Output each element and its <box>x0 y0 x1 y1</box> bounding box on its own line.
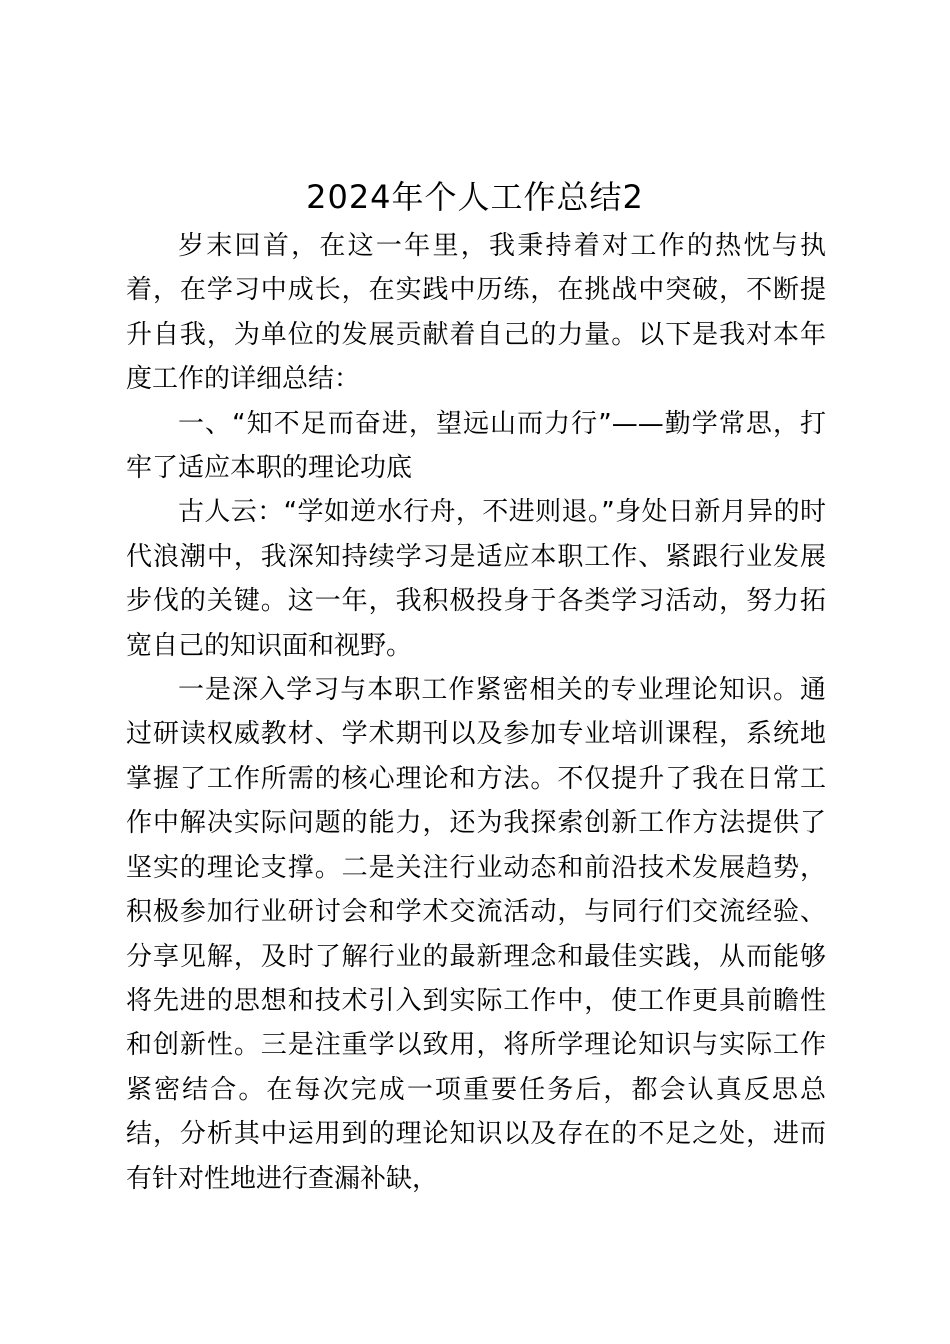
document-body <box>126 224 826 1201</box>
section-heading-1: 一、“知不足而奋进，望远山而力行”——勤学常思，打牢了适应本职的理论功底 <box>126 408 826 484</box>
paragraph-study-details: 一是深入学习与本职工作紧密相关的专业理论知识。通过研读权威教材、学术期刊以及参加专业培训课程，系统地掌握了工作所需的核心理论和方法。不仅提升了我在日常工作中解决实际问题的能力，还为我探索创新工作方法提供了坚实的理论支撑。二是关注行业动态和前沿技术发展趋势，积极参加行业研讨会和学术交流活动，与同行们交流经验、分享见解，及时了解行业的最新理念和最佳实践，从而能够将先进的思想和技术引入到实际工作中，使工作更具前瞻性和创新性。三是注重学以致用，将所学理论知识与实际工作紧密结合。在每次完成一项重要任务后，都会认真反思总结，分析其中运用到的理论知识以及存在的不足之处，进而有针对性地进行查漏补缺， <box>126 675 826 1194</box>
document-title: 2024年个人工作总结2 <box>306 178 644 216</box>
paragraph-intro: 岁末回首，在这一年里，我秉持着对工作的热忱与执着，在学习中成长，在实践中历练，在挑战中突破，不断提升自我，为单位的发展贡献着自己的力量。以下是我对本年度工作的详细总结： <box>126 231 826 395</box>
paragraph-quote: 古人云：“学如逆水行舟，不进则退。”身处日新月异的时代浪潮中，我深知持续学习是适应本职工作、紧跟行业发展步伐的关键。这一年，我积极投身于各类学习活动，努力拓宽自己的知识面和视野。 <box>126 497 826 661</box>
